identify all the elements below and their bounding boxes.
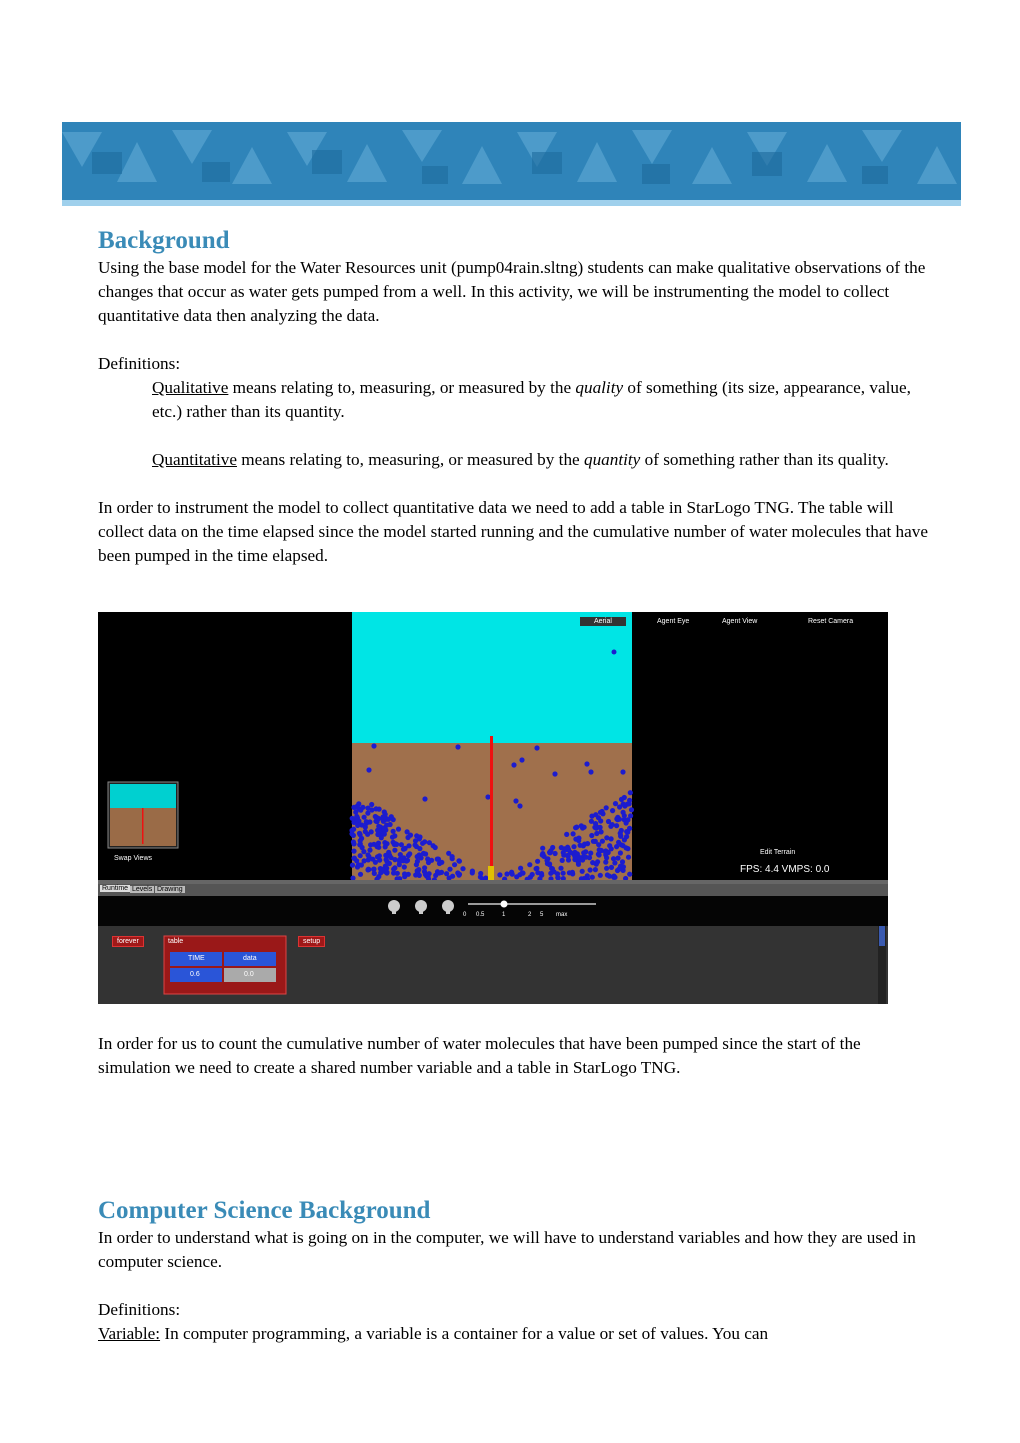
water-molecule [571,831,576,836]
water-molecule [394,842,399,847]
water-molecule [604,866,609,871]
water-molecule [365,852,370,857]
speed-tick: 5 [540,912,544,918]
water-molecule [384,857,389,862]
variable-text: In computer programming, a variable is a container for a value or set of values. You can [160,1324,769,1343]
water-molecule [450,856,455,861]
water-molecule [350,876,355,881]
water-molecule [581,850,586,855]
water-molecule [510,872,515,877]
water-molecule [415,868,420,873]
water-molecule [574,854,579,859]
water-molecule [354,804,359,809]
water-molecule [552,771,557,776]
water-molecule [373,814,378,819]
water-molecule [460,866,465,871]
water-molecule [628,813,633,818]
water-molecule [391,829,396,834]
water-molecule [452,862,457,867]
qualitative-text-b: of something (its size, appearance, value, etc.) rather than its quantity. [152,378,911,421]
water-molecule [595,859,600,864]
water-molecule [548,871,553,876]
water-molecule [559,845,564,850]
water-molecule [590,860,595,865]
water-molecule [573,825,578,830]
water-molecule [455,744,460,749]
water-molecule [550,866,555,871]
water-molecule [561,871,566,876]
water-molecule [497,872,502,877]
water-molecule [435,857,440,862]
water-molecule [397,862,402,867]
water-molecule [362,815,367,820]
water-molecule [367,848,372,853]
water-molecule [422,839,427,844]
water-molecule [450,874,455,879]
edit-terrain-button[interactable]: Edit Terrain [760,849,796,856]
water-molecule [391,870,396,875]
water-molecule [597,847,602,852]
water-molecule [520,870,525,875]
water-molecule [561,853,566,858]
water-molecule [389,814,394,819]
swap-views-label[interactable]: Swap Views [114,855,153,862]
water-molecule [351,856,356,861]
speed-tick: 0 [463,912,467,918]
water-molecule [593,867,598,872]
fps-readout: FPS: 4.4 VMPS: 0.0 [740,864,830,875]
water-molecule [593,839,598,844]
water-molecule [614,816,619,821]
water-molecule [383,869,388,874]
water-molecule [365,832,370,837]
water-molecule [618,850,623,855]
water-molecule [365,867,370,872]
qualitative-term: Qualitative [152,378,229,397]
water-molecule [421,851,426,856]
water-molecule [580,857,585,862]
water-molecule [589,819,594,824]
header-banner [62,122,961,206]
water-molecule [629,807,634,812]
water-molecule [588,867,593,872]
water-molecule [540,846,545,851]
water-molecule [389,855,394,860]
water-molecule [457,872,462,877]
water-molecule [446,851,451,856]
water-molecule [534,866,539,871]
water-molecule [376,824,381,829]
water-molecule [375,844,380,849]
water-molecule [613,801,618,806]
water-molecule [370,857,375,862]
water-molecule [511,762,516,767]
qualitative-definition [98,376,928,424]
water-molecule [571,844,576,849]
quantitative-text-b: of something rather than its quality. [640,450,889,469]
water-molecule [485,794,490,799]
water-molecule [625,830,630,835]
sky-area [352,612,632,743]
water-molecule [610,808,615,813]
water-molecule [439,860,444,865]
water-molecule [433,845,438,850]
water-molecule [615,856,620,861]
banner-pattern [62,122,961,206]
water-molecule [612,860,617,865]
water-molecule [518,866,523,871]
camera-agent-eye-button[interactable]: Agent Eye [657,618,690,625]
water-molecule [604,805,609,810]
pump-well [490,736,493,880]
water-molecule [598,873,603,878]
water-molecule [375,854,380,859]
tab-runtime[interactable]: Runtime [102,885,129,892]
water-molecule [610,822,615,827]
water-molecule [626,855,631,860]
water-molecule [357,831,362,836]
water-molecule [585,873,590,878]
water-molecule [354,814,359,819]
water-molecule [351,827,356,832]
water-molecule [579,823,584,828]
background-heading: Background [98,227,230,254]
water-molecule [396,827,401,832]
water-molecule [609,846,614,851]
water-molecule [589,833,594,838]
water-molecule [564,832,569,837]
water-molecule [614,844,619,849]
starlogo-screenshot [98,612,888,1004]
quantitative-definition [98,448,928,472]
cs-background-heading: Computer Science Background [98,1197,431,1224]
water-molecule [580,869,585,874]
water-molecule [422,796,427,801]
table-value-time: 0.6 [190,971,200,978]
tab-levels[interactable]: Levels [132,886,153,893]
water-molecule [407,851,412,856]
speed-tick: 1 [502,912,506,918]
cs-background-section [98,1196,928,1346]
water-molecule [376,874,381,879]
water-molecule [361,849,366,854]
water-molecule [614,823,619,828]
water-molecule [423,872,428,877]
water-molecule [558,866,563,871]
water-molecule [596,852,601,857]
water-molecule [364,819,369,824]
water-molecule [620,769,625,774]
background-intro: Using the base model for the Water Resources unit (pump04rain.sltng) students can make qualitative observations of the changes that occur as water gets pumped from a well. In this activity, we will be instrumenting the model to collect quantitative data then analyzing the data. [98,258,926,325]
water-molecule [589,814,594,819]
water-molecule [517,803,522,808]
water-molecule [540,852,545,857]
water-molecule [603,860,608,865]
water-molecule [619,797,624,802]
water-molecule [415,859,420,864]
water-molecule [483,876,488,881]
table-header-time: TIME [188,955,205,962]
camera-aerial-button[interactable]: Aerial [580,617,626,626]
water-molecule [439,870,444,875]
water-molecule [576,836,581,841]
variable-definition [98,1322,928,1346]
table-header-data: data [243,955,257,962]
cs-background-intro: In order to understand what is going on in the computer, we will have to understand variables and how they are used in computer science. [98,1228,916,1271]
water-molecule [604,855,609,860]
water-molecule [388,822,393,827]
water-molecule [624,834,629,839]
water-molecule [590,875,595,880]
background-section [98,226,928,568]
variable-term: Variable: [98,1324,161,1343]
water-molecule [504,871,509,876]
water-molecule [456,858,461,863]
water-molecule [402,871,407,876]
water-molecule [351,841,356,846]
water-molecule [356,862,361,867]
quantitative-term: Quantitative [152,450,237,469]
water-molecule [366,857,371,862]
setup-block[interactable]: setup [298,936,325,947]
water-molecule [402,864,407,869]
water-molecule [625,802,630,807]
water-molecule [390,835,395,840]
after-screenshot-paragraph: In order for us to count the cumulative number of water molecules that have been pumped since the start of the simulation we need to create a shared number variable and a table in StarLogo TNG. [98,1034,861,1077]
water-molecule [609,836,614,841]
water-molecule [534,745,539,750]
water-molecule [350,863,355,868]
water-molecule [413,842,418,847]
water-molecule [402,846,407,851]
water-molecule [560,858,565,863]
camera-agent-view-button[interactable]: Agent View [722,618,758,625]
table-value-data: 0.0 [244,971,254,978]
water-molecule [414,833,419,838]
water-molecule [535,859,540,864]
water-molecule [377,807,382,812]
water-molecule [598,810,603,815]
water-molecule [379,835,384,840]
quantitative-em: quantity [583,450,641,469]
water-molecule [381,819,386,824]
water-molecule [567,870,572,875]
water-molecule [566,857,571,862]
water-molecule [603,851,608,856]
water-molecule [392,848,397,853]
water-molecule [373,819,378,824]
water-molecule [519,757,524,762]
speed-slider-handle [501,901,508,908]
water-molecule [371,743,376,748]
water-molecule [359,836,364,841]
water-molecule [350,816,355,821]
water-molecule [351,849,356,854]
water-molecule [355,823,360,828]
water-molecule [478,871,483,876]
water-molecule [351,833,356,838]
water-molecule [398,852,403,857]
water-molecule [628,790,633,795]
water-molecule [358,872,363,877]
water-molecule [384,841,389,846]
water-molecule [366,767,371,772]
speed-tick: max [556,912,568,918]
water-molecule [360,805,365,810]
water-molecule [576,862,581,867]
quantitative-text-a: means relating to, measuring, or measured by the [236,450,584,469]
table-block-label: table [168,938,184,945]
tab-drawing[interactable]: Drawing [157,886,183,893]
water-molecule [405,858,410,863]
water-molecule [555,875,560,880]
speed-tick: 2 [528,912,532,918]
water-molecule [365,806,370,811]
qualitative-em: quality [575,378,624,397]
water-molecule [609,865,614,870]
water-molecule [588,769,593,774]
speed-tick: 0.5 [476,912,485,918]
water-molecule [611,875,616,880]
definitions-label: Definitions: [98,354,181,373]
instrument-paragraph: In order to instrument the model to collect quantitative data we need to add a table in StarLogo TNG. The table will collect data on the time elapsed since the model started running and the cumulative number of water molecules that have been pumped in the time elapsed. [98,498,928,565]
water-molecule [470,870,475,875]
water-molecule [622,817,627,822]
simulation-view [98,612,888,1004]
water-molecule [408,833,413,838]
water-molecule [447,867,452,872]
water-molecule [358,853,363,858]
water-molecule [527,862,532,867]
water-molecule [530,872,535,877]
water-molecule [564,847,569,852]
camera-reset-button[interactable]: Reset Camera [808,618,854,625]
water-molecule [547,861,552,866]
water-molecule [371,867,376,872]
water-molecule [382,827,387,832]
water-molecule [618,833,623,838]
water-molecule [548,848,553,853]
water-molecule [588,851,593,856]
after-screenshot-section [98,1032,928,1080]
water-molecule [605,872,610,877]
cs-definitions-label: Definitions: [98,1300,181,1319]
water-molecule [624,845,629,850]
water-molecule [594,831,599,836]
qualitative-text-a: means relating to, measuring, or measured by the [228,378,576,397]
water-molecule [627,872,632,877]
water-molecule [368,842,373,847]
water-molecule [417,846,422,851]
water-molecule [581,843,586,848]
water-molecule [584,761,589,766]
forever-block[interactable]: forever [112,936,144,947]
water-molecule [513,798,518,803]
water-molecule [426,860,431,865]
water-molecule [615,868,620,873]
water-molecule [621,810,626,815]
water-molecule [618,864,623,869]
